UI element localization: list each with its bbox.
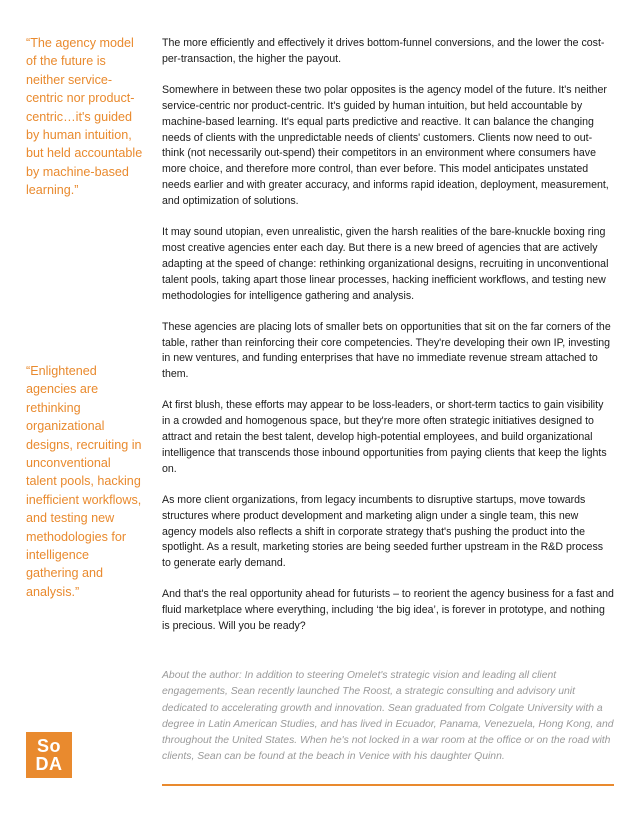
article-body (162, 36, 614, 650)
logo-text-line: DA (35, 754, 63, 774)
sidebar (26, 0, 144, 826)
article-paragraph: It may sound utopian, even unrealistic, given the harsh realities of the bare-knuckle boxing ring most creative agencies enter each day. But there is a new breed of agencies that are actively adapting at the speed of change: rethinking organizational designs, recruiting in unconventional talent pools, taking apart those linear processes, hacking inefficient workflows, and testing new methodologies for intelligence gathering and analysis. (162, 226, 609, 302)
author-bio: About the author: In addition to steering Omelet's strategic vision and leading all client engagements, Sean recently launched The Roost, a strategic consulting and advisory unit dedicated to accelerating growth and innovation. Sean graduated from Colgate University with a degree in Latin American Studies, and has lived in Ecuador, Panama, Venezuela, Hong Kong, and throughout the United States. When he's not locked in a war room at the office or on the road with clients, Sean can be found at the beach in Venice with his daughter Quinn. (162, 670, 614, 763)
divider (162, 784, 614, 786)
article-paragraph: These agencies are placing lots of smaller bets on opportunities that sit on the far corners of the table, rather than reinforcing their core competencies. They're developing their own IP, investing in new ventures, and funding enterprises that have no immediate revenue stream attached to them. (162, 320, 611, 381)
article-paragraph: As more client organizations, from legacy incumbents to disruptive startups, move towards structures where product development and marketing align under a single team, this new agency models also reflects a shift in corporate strategy that's pushing the product into the spotlight. As a result, marketing stories are being seeded further upstream in the R&D process to generate early demand. (162, 493, 604, 570)
article-paragraph: At first blush, these efforts may appear to be loss-leaders, or short-term tactics to gain visibility in a crowded and homogenous space, but they're more often strategic initiatives designed to attract and retain the best talent, develop high-potential employees, and build organizational intelligence that transcends those inbound opportunities from paying clients that keep the lights on. (162, 399, 607, 475)
pull-quote: “Enlightened agencies are rethinking organizational designs, recruiting in unconventional talent pools, hacking inefficient workflows, and testing new methodologies for intelligence gathering and analysis.” (26, 364, 142, 599)
pull-quote: “The agency model of the future is neither service-centric nor product-centric…it's guided by human intuition, but held accountable by machine-based learning.” (26, 36, 143, 198)
soda-logo (26, 732, 72, 778)
article-paragraph: Somewhere in between these two polar opposites is the agency model of the future. It's neither service-centric nor product-centric. It's guided by human intuition, but held accountable by machine-based learning. It's equal parts predictive and reactive. It can balance the changing needs of clients with the unpredictable needs of clients' customers. Clients now need to out-think (not necessarily out-spend) their competitors in an environment where consumers have more choice, and therefore more control, than ever before. This model anticipates unstated needs earlier and with greater accuracy, and informs rapid ideation, deployment, measurement, and optimization of solutions. (162, 83, 609, 208)
article-paragraph: And that's the real opportunity ahead for futurists – to reorient the agency business for a fast and fluid marketplace where everything, including ‘the big idea’, is forever in prototype, and nothing is precious. Will you be ready? (162, 588, 614, 633)
article-paragraph: The more efficiently and effectively it drives bottom-funnel conversions, and the lower the cost-per-transaction, the higher the payout. (162, 37, 605, 65)
logo-text-line: So (36, 736, 61, 756)
